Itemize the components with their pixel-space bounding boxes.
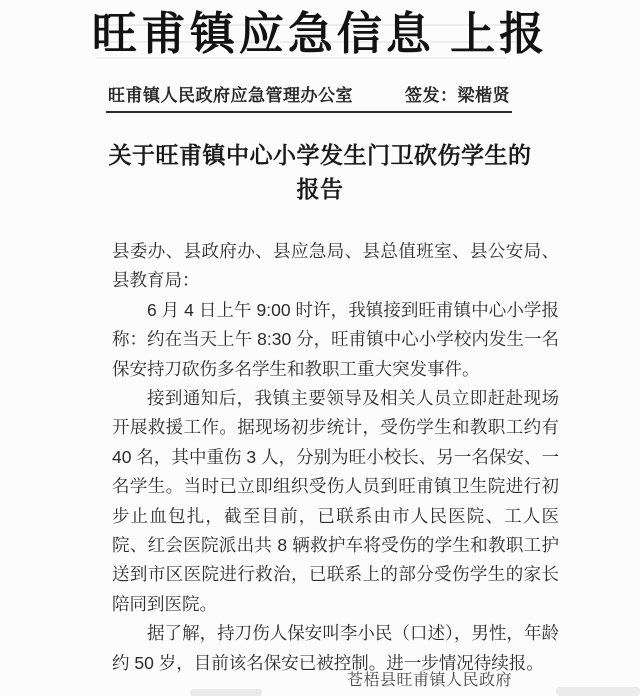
header-divider-line xyxy=(106,111,512,113)
report-title xyxy=(0,139,640,207)
scan-artifact-smudge xyxy=(190,689,262,696)
report-title-line-2: 报告 xyxy=(296,177,344,202)
body-paragraph-3: 据了解，持刀伤人保安叫李小民（口述），男性，年龄约 50 岁，目前该名保安已被控制。进一步情况待续报。 xyxy=(112,623,559,673)
body-paragraph-2: 接到通知后，我镇主要领导及相关人员立即赶赴现场开展救援工作。据现场初步统计，受伤学生和教职工约有 40 名，其中重伤 3 人，分别为旺小校长、另一名保安、一名学生。当时已立即组织受伤人员到旺甫镇卫生院进行初步止血包扎，截至目前，已联系由市人民医院、工人医院、红会医院派出共 8 辆救护车将受伤的学生和教职工护送到市区医院进行救治，已联系上的部分受伤学生的家长陪同到医院。 xyxy=(112,388,559,614)
body-paragraph-1: 6 月 4 日上午 9:00 时许，我镇接到旺甫镇中心小学报称：约在当天上午 8:30 分，旺甫镇中心小学校内发生一名保安持刀砍伤多名学生和教职工重大突发事件。 xyxy=(112,299,559,379)
issuing-office-label: 旺甫镇人民政府应急管理办公室 xyxy=(108,86,353,105)
document-subheader xyxy=(108,85,510,107)
signer-label: 签发：梁楷贤 xyxy=(405,86,510,105)
report-body xyxy=(112,237,559,678)
document-masthead-title: 旺甫镇应急信息 上报 xyxy=(91,9,549,59)
scan-artifact-smudge xyxy=(556,687,640,696)
report-title-line-1: 关于旺甫镇中心小学发生门卫砍伤学生的 xyxy=(108,143,532,168)
recipients-line: 县委办、县政府办、县应急局、县总值班室、县公安局、县教育局： xyxy=(112,241,559,291)
signature-government-name: 苍梧县旺甫镇人民政府 xyxy=(347,672,513,689)
